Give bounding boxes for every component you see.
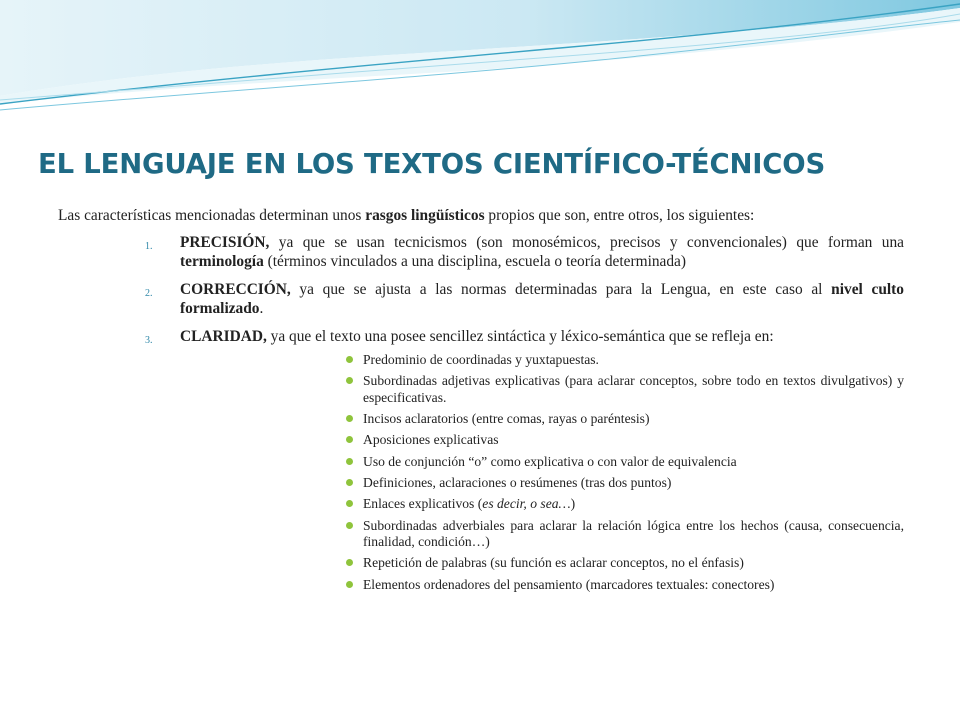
point-text-end: (términos vinculados a una disciplina, escuela o teoría determinada) xyxy=(263,253,687,270)
point-heading: CLARIDAD, xyxy=(180,328,267,345)
bullet-dot-icon xyxy=(346,377,353,384)
list-item-correction xyxy=(58,280,904,318)
point-bold-term: nivel culto formalizado xyxy=(180,281,904,317)
bullet-item: Subordinadas adjetivas explicativas (para aclarar conceptos, sobre todo en textos divulgativos) y especificativas. xyxy=(180,373,904,406)
bullet-dot-icon xyxy=(346,415,353,422)
bullet-item: Definiciones, aclaraciones o resúmenes (tras dos puntos) xyxy=(180,475,904,492)
point-text: ya que se ajusta a las normas determinadas para la Lengua, en este caso al xyxy=(290,281,832,298)
bullet-item: Incisos aclaratorios (entre comas, rayas o paréntesis) xyxy=(180,411,904,428)
point-text-end: . xyxy=(259,300,264,317)
list-number: 3. xyxy=(145,335,153,346)
bullet-item: Uso de conjunción “o” como explicativa o con valor de equivalencia xyxy=(180,454,904,471)
bullet-dot-icon xyxy=(346,500,353,507)
bullet-item: Subordinadas adverbiales para aclarar la relación lógica entre los hechos (causa, consecuencia, finalidad, condición…) xyxy=(180,518,904,551)
bullet-list xyxy=(180,352,904,593)
point-heading: PRECISIÓN, xyxy=(180,234,270,251)
bullet-dot-icon xyxy=(346,559,353,566)
point-text: ya que se usan tecnicismos (son monosémicos, precisos y convencionales) que forman una xyxy=(269,234,904,251)
bullet-item: Enlaces explicativos (es decir, o sea…) xyxy=(180,496,904,513)
bullet-item: Repetición de palabras (su función es aclarar conceptos, no el énfasis) xyxy=(180,555,904,572)
slide-title: EL LENGUAJE EN LOS TEXTOS CIENTÍFICO-TÉCNICOS xyxy=(38,148,826,180)
list-number: 2. xyxy=(145,288,153,299)
bullet-dot-icon xyxy=(346,436,353,443)
point-text: ya que el texto una posee sencillez sintáctica y léxico-semántica que se refleja en: xyxy=(266,328,774,345)
numbered-list xyxy=(58,233,904,593)
header-wave-decoration xyxy=(0,0,960,120)
intro-text-start: Las características mencionadas determinan unos xyxy=(58,207,366,224)
list-item-clarity xyxy=(58,327,904,593)
bullet-dot-icon xyxy=(346,522,353,529)
bullet-dot-icon xyxy=(346,356,353,363)
intro-paragraph xyxy=(58,206,904,225)
point-bold-term: terminología xyxy=(180,253,264,270)
bullet-item: Predominio de coordinadas y yuxtapuestas. xyxy=(180,352,904,369)
bullet-dot-icon xyxy=(346,458,353,465)
point-heading: CORRECCIÓN, xyxy=(180,281,291,298)
bullet-item: Aposiciones explicativas xyxy=(180,432,904,449)
bullet-dot-icon xyxy=(346,479,353,486)
list-number: 1. xyxy=(145,241,153,252)
list-item-precision xyxy=(58,233,904,271)
slide-body xyxy=(58,206,904,602)
intro-text-end: propios que son, entre otros, los siguientes: xyxy=(484,207,755,224)
intro-bold-term: rasgos lingüísticos xyxy=(365,207,485,224)
bullet-dot-icon xyxy=(346,581,353,588)
bullet-item: Elementos ordenadores del pensamiento (marcadores textuales: conectores) xyxy=(180,577,904,594)
